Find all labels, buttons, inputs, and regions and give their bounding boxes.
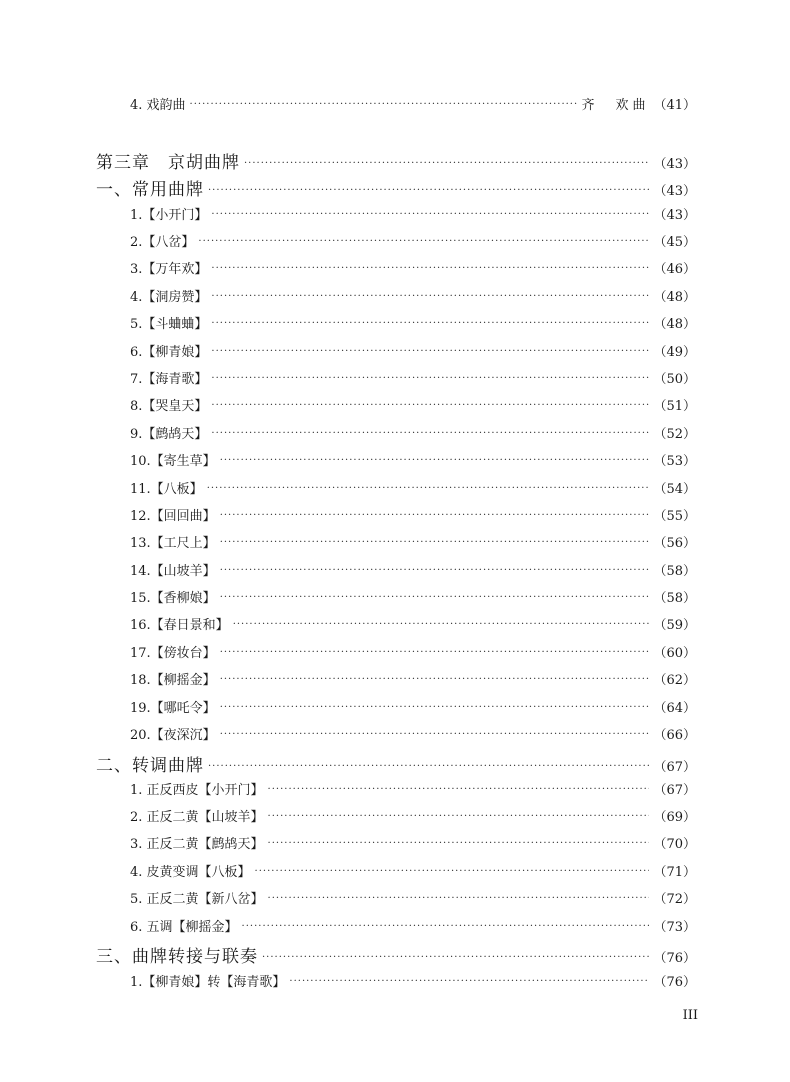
toc-entry-title: 3. 正反二黄【鹧鸪天】 (130, 837, 264, 852)
toc-entry[interactable] (130, 669, 696, 688)
toc-entry-title: 20.【夜深沉】 (130, 728, 216, 743)
section-title: 三、曲牌转接与联奏 (96, 947, 258, 967)
toc-entry-title: 5.【斗蛐蛐】 (130, 317, 208, 332)
toc-entry-title: 4. 戏韵曲 (130, 98, 186, 113)
toc-leader-dots (268, 784, 650, 795)
toc-entry[interactable] (130, 833, 696, 852)
toc-entry[interactable] (130, 560, 696, 579)
toc-entry-page: （46） (653, 262, 696, 277)
toc-entry-page: （56） (653, 536, 696, 551)
toc-entry[interactable] (130, 532, 696, 551)
toc-leader-dots (211, 373, 649, 384)
toc-entry-title: 10.【寄生草】 (130, 454, 216, 469)
toc-entry-title: 1. 正反西皮【小开门】 (130, 783, 264, 798)
toc-entry-page: （67） (653, 783, 696, 798)
toc-leader-dots (211, 318, 649, 329)
toc-leader-dots (220, 510, 650, 521)
toc-entry-title: 1.【小开门】 (130, 208, 208, 223)
toc-entry-page: （53） (653, 454, 696, 469)
toc-entry-title: 7.【海青歌】 (130, 372, 208, 387)
toc-entry-page: （45） (653, 235, 696, 250)
toc-entry-page: （76） (653, 975, 696, 990)
toc-entry-title: 4.【洞房赞】 (130, 290, 208, 305)
toc-entry[interactable] (130, 368, 696, 387)
toc-entry-page: （49） (653, 345, 696, 360)
toc-entry-page: （71） (653, 865, 696, 880)
toc-entry-title: 2. 正反二黄【山坡羊】 (130, 810, 264, 825)
toc-leader-dots (220, 592, 650, 603)
toc-entry-title: 16.【春日景和】 (130, 618, 229, 633)
toc-leader-dots (220, 674, 650, 685)
toc-entry-page: （41） (653, 98, 696, 113)
toc-entry-page: （62） (653, 673, 696, 688)
toc-entry-page: （43） (653, 184, 696, 199)
toc-entry[interactable] (130, 286, 696, 305)
toc-leader-dots (220, 647, 650, 658)
toc-leader-dots (198, 236, 649, 247)
toc-entry-xiyunqu[interactable] (130, 94, 696, 113)
toc-leader-dots (211, 428, 649, 439)
toc-leader-dots (268, 811, 650, 822)
toc-section-transition-medley[interactable] (96, 942, 696, 967)
toc-leader-dots (255, 866, 650, 877)
toc-leader-dots (268, 838, 650, 849)
toc-leader-dots (233, 619, 650, 630)
toc-leader-dots (220, 702, 650, 713)
toc-entry[interactable] (130, 971, 696, 990)
toc-entry-title: 19.【哪吒令】 (130, 701, 216, 716)
toc-entry[interactable] (130, 779, 696, 798)
toc-entry[interactable] (130, 888, 696, 907)
toc-entry[interactable] (130, 258, 696, 277)
toc-entry[interactable] (130, 204, 696, 223)
toc-entry-title: 11.【八板】 (130, 482, 203, 497)
toc-leader-dots (262, 952, 649, 963)
toc-leader-dots (220, 537, 650, 548)
toc-chapter-3[interactable] (96, 148, 696, 173)
toc-entry-title: 18.【柳摇金】 (130, 673, 216, 688)
toc-entry[interactable] (130, 614, 696, 633)
toc-section-common-qupai[interactable] (96, 175, 696, 200)
toc-leader-dots (220, 455, 650, 466)
toc-leader-dots (220, 565, 650, 576)
toc-entry[interactable] (130, 861, 696, 880)
section-title: 一、常用曲牌 (96, 180, 204, 200)
toc-entry-page: （67） (653, 760, 696, 775)
toc-leader-dots (208, 185, 649, 196)
toc-leader-dots (289, 976, 649, 987)
toc-entry[interactable] (130, 313, 696, 332)
toc-entry[interactable] (130, 478, 696, 497)
toc-entry[interactable] (130, 724, 696, 743)
toc-leader-dots (268, 893, 650, 904)
toc-entry-page: （48） (653, 290, 696, 305)
toc-leader-dots (190, 99, 578, 110)
toc-entry[interactable] (130, 642, 696, 661)
toc-entry-title: 1.【柳青娘】转【海青歌】 (130, 975, 286, 990)
toc-entry-page: （54） (653, 482, 696, 497)
toc-entry-page: （69） (653, 810, 696, 825)
toc-entry-page: （59） (653, 618, 696, 633)
toc-entry-page: （72） (653, 892, 696, 907)
toc-entry-page: （55） (653, 509, 696, 524)
toc-entry-page: （43） (653, 208, 696, 223)
toc-entry-title: 2.【八岔】 (130, 235, 195, 250)
toc-entry-author: 齐 欢曲 (581, 98, 650, 113)
toc-entry-page: （66） (653, 728, 696, 743)
toc-leader-dots (207, 483, 650, 494)
toc-entry[interactable] (130, 587, 696, 606)
toc-entry[interactable] (130, 341, 696, 360)
toc-leader-dots (244, 158, 649, 169)
toc-leader-dots (211, 209, 649, 220)
toc-entry[interactable] (130, 806, 696, 825)
toc-entry-page: （64） (653, 701, 696, 716)
toc-entry[interactable] (130, 450, 696, 469)
toc-entry[interactable] (130, 916, 696, 935)
toc-entry-page: （73） (653, 920, 696, 935)
toc-entry-page: （60） (653, 646, 696, 661)
toc-entry[interactable] (130, 697, 696, 716)
section-title: 二、转调曲牌 (96, 756, 204, 776)
toc-entry-title: 12.【回回曲】 (130, 509, 216, 524)
toc-leader-dots (208, 761, 649, 772)
toc-entry[interactable] (130, 423, 696, 442)
toc-leader-dots (211, 263, 649, 274)
toc-entry-title: 3.【万年欢】 (130, 262, 208, 277)
toc-entry[interactable] (130, 231, 696, 250)
toc-entry-page: （70） (653, 837, 696, 852)
toc-entry-page: （58） (653, 564, 696, 579)
toc-entry-title: 14.【山坡羊】 (130, 564, 216, 579)
toc-entry-page: （50） (653, 372, 696, 387)
toc-entry-page: （48） (653, 317, 696, 332)
toc-entry[interactable] (130, 395, 696, 414)
page-number: III (682, 1008, 698, 1023)
toc-entry-page: （52） (653, 427, 696, 442)
toc-entry-title: 6. 五调【柳摇金】 (130, 920, 238, 935)
toc-entry-page: （58） (653, 591, 696, 606)
toc-entry-page: （43） (653, 157, 696, 172)
toc-section-modulation-qupai[interactable] (96, 751, 696, 776)
toc-leader-dots (211, 346, 649, 357)
toc-leader-dots (242, 921, 650, 932)
toc-leader-dots (220, 729, 650, 740)
toc-leader-dots (211, 400, 649, 411)
toc-entry-title: 4. 皮黄变调【八板】 (130, 865, 251, 880)
toc-entry-title: 8.【哭皇天】 (130, 399, 208, 414)
toc-entry-page: （76） (653, 951, 696, 966)
toc-leader-dots (211, 291, 649, 302)
toc-entry-page: （51） (653, 399, 696, 414)
toc-entry-title: 17.【傍妆台】 (130, 646, 216, 661)
toc-entry[interactable] (130, 505, 696, 524)
chapter-title: 第三章 京胡曲牌 (96, 153, 240, 173)
toc-entry-title: 15.【香柳娘】 (130, 591, 216, 606)
toc-entry-title: 9.【鹧鸪天】 (130, 427, 208, 442)
toc-entry-title: 13.【工尺上】 (130, 536, 216, 551)
toc-entry-title: 6.【柳青娘】 (130, 345, 208, 360)
toc-entry-title: 5. 正反二黄【新八岔】 (130, 892, 264, 907)
